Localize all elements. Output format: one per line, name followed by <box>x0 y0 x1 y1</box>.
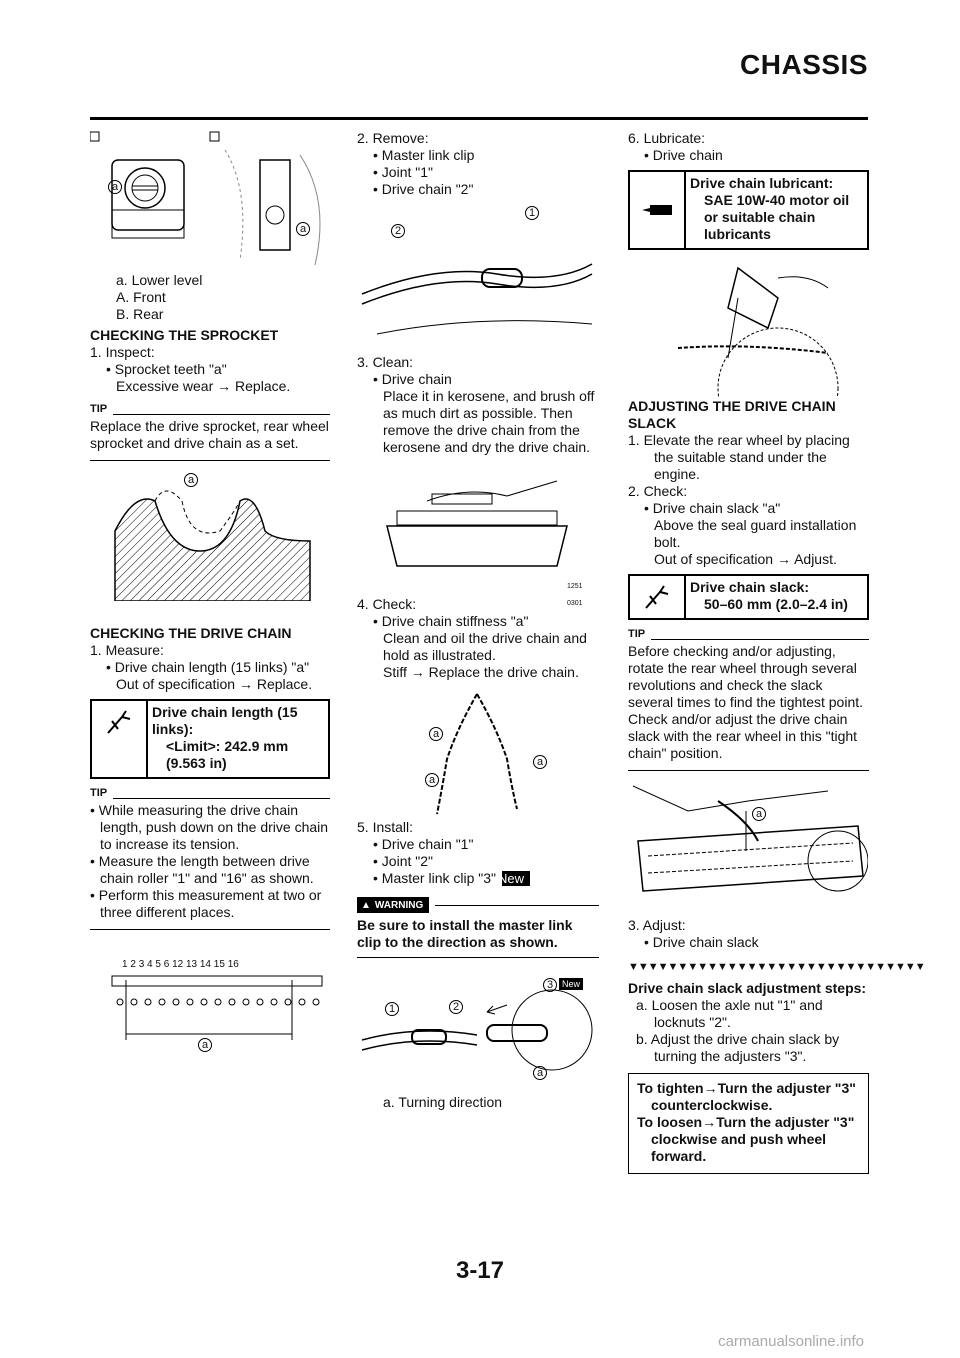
chain-slack-illustration <box>628 781 868 917</box>
callout-a: a <box>184 473 198 487</box>
spec-title: Drive chain length (15 links): <box>152 704 298 737</box>
callout-a: a <box>533 755 547 769</box>
step-text: 5. Install: <box>357 819 414 835</box>
brake-reservoir-illustration <box>90 130 330 270</box>
warning-text: Be sure to install the master link clip to the direction as shown. <box>357 917 573 950</box>
callout-3: 3 <box>543 978 557 992</box>
spec-title: Drive chain lubricant: <box>690 175 834 191</box>
wrench-caliper-icon <box>630 576 686 618</box>
tip-box <box>628 626 869 771</box>
column-3 <box>628 130 925 1174</box>
figure-master-link <box>357 970 599 1090</box>
bullet-item: • Joint "2" <box>373 853 433 869</box>
loosen-instruction: To loosen→Turn the adjuster "3" clockwise and push wheel forward. <box>637 1114 855 1164</box>
tip-text: Replace the drive sprocket, rear wheel sprocket and drive chain as a set. <box>90 418 329 451</box>
section-heading: CHECKING THE SPROCKET <box>90 327 279 343</box>
step-text: 1. Elevate the rear wheel by placing the suitable stand under the engine. <box>628 432 850 482</box>
legend-item: a. Lower level <box>116 272 203 288</box>
callout-a: a <box>425 773 439 787</box>
tip-bullet: • While measuring the drive chain length, push down on the drive chain to increase its tension. <box>90 802 329 852</box>
section-heading: ADJUSTING THE DRIVE CHAIN SLACK <box>628 398 836 431</box>
new-badge-small: New <box>559 978 583 990</box>
tip-label: TIP <box>628 628 646 640</box>
callout-a-rear: a <box>296 222 310 236</box>
tip-label: TIP <box>90 403 108 415</box>
spec-box-chain-length <box>90 699 330 779</box>
callout-1: 1 <box>525 206 539 220</box>
chain-stiffness-illustration <box>417 689 537 819</box>
warning-icon: ▲ <box>361 899 371 911</box>
spec-value: SAE 10W-40 motor oil or suitable chain lubricants <box>704 192 850 242</box>
column-2 <box>357 130 599 1111</box>
tip-bullet: • Perform this measurement at two or three different places. <box>90 887 322 920</box>
roller-numbers: 1 2 3 4 5 6 12 13 14 15 16 <box>122 959 239 970</box>
sprocket-teeth-illustration <box>90 471 330 601</box>
tip-label: TIP <box>90 787 108 799</box>
spec-value: <Limit>: 242.9 mm (9.563 in) <box>166 738 289 771</box>
bullet-item: • Joint "1" <box>373 164 433 180</box>
legend-item: A. Front <box>116 289 166 305</box>
bullet-item: • Sprocket teeth "a" <box>106 361 227 377</box>
legend-item: B. Rear <box>116 306 164 322</box>
callout-a: a <box>752 807 766 821</box>
figure-chain-stiffness <box>357 689 599 819</box>
body-text: Above the seal guard installation bolt. <box>654 517 857 550</box>
figure-chain-lubrication <box>628 258 869 398</box>
header-rule <box>90 117 868 120</box>
new-badge: New <box>502 871 530 886</box>
tighten-instruction: To tighten→Turn the adjuster "3" counterclockwise. <box>637 1080 856 1113</box>
bullet-item: • Drive chain stiffness "a" <box>373 613 529 629</box>
bullet-item: • Drive chain "2" <box>373 181 474 197</box>
step-text: 6. Lubricate: <box>628 130 706 146</box>
spec-box-chain-slack <box>628 574 869 620</box>
warning-badge: ▲ WARNING <box>357 897 429 913</box>
page-title: CHASSIS <box>740 49 868 80</box>
bullet-item: • Master link clip "3" New <box>357 870 599 887</box>
callout-1: 1 <box>385 1002 399 1016</box>
step-text: 4. Check: <box>357 596 417 612</box>
watermark: carmanualsonline.info <box>718 1333 864 1350</box>
step-text: 3. Clean: <box>357 354 414 370</box>
page-number: 3-17 <box>455 1257 505 1284</box>
result-text: Out of specification → Adjust. <box>654 551 837 567</box>
figure-brake-fluid-level <box>90 130 330 270</box>
step-text: 1. Inspect: <box>90 344 155 360</box>
callout-a: a <box>429 727 443 741</box>
procedure-step: a. Loosen the axle nut "1" and locknuts "2". <box>636 997 823 1030</box>
oil-can-icon <box>630 172 686 248</box>
result-text: Stiff → Replace the drive chain. <box>383 664 579 680</box>
bullet-item: • Master link clip <box>373 147 475 163</box>
body-text: Clean and oil the drive chain and hold as illustrated. <box>383 630 587 663</box>
step-text: 2. Check: <box>628 483 688 499</box>
callout-a: a <box>198 1038 212 1052</box>
bullet-item: • Drive chain <box>644 147 723 163</box>
callout-a: a <box>533 1066 547 1080</box>
bullet-item: • Drive chain "1" <box>373 836 474 852</box>
result-text: Out of specification → Replace. <box>116 676 313 692</box>
callout-2: 2 <box>391 224 405 238</box>
spec-box-lubricant <box>628 170 869 250</box>
bullet-item: • Drive chain slack "a" <box>644 500 781 516</box>
chain-lubrication-illustration <box>628 258 868 398</box>
adjuster-direction-box <box>628 1073 869 1174</box>
legend-item: a. Turning direction <box>383 1094 503 1110</box>
bullet-item: • Drive chain length (15 links) "a" <box>106 659 310 675</box>
bullet-item: • Drive chain <box>373 371 452 387</box>
procedure-heading: Drive chain slack adjustment steps: <box>628 980 867 996</box>
figure-chain-length <box>90 956 330 1056</box>
tip-text: Before checking and/or adjusting, rotate the rear wheel through several revolutions and check the slack several times to find the tightest point. Check and/or adjust the drive chain slack with the rear wheel in this "tight chain" position. <box>628 643 864 761</box>
step-text: 1. Measure: <box>90 642 164 658</box>
step-text: 2. Remove: <box>357 130 429 146</box>
procedure-step: b. Adjust the drive chain slack by turning the adjusters "3". <box>636 1031 840 1064</box>
tip-box <box>90 785 330 930</box>
spec-title: Drive chain slack: <box>690 579 810 595</box>
figure-code: 1251 0301 <box>567 583 583 607</box>
procedure-start-marker: ▼▼▼▼▼▼▼▼▼▼▼▼▼▼▼▼▼▼▼▼▼▼▼▼▼▼▼▼▼▼ <box>628 961 925 973</box>
tip-bullet: • Measure the length between drive chain roller "1" and "16" as shown. <box>90 853 314 886</box>
body-text: Place it in kerosene, and brush off as much dirt as possible. Then remove the drive chain from the kerosene and dry the drive chain. <box>383 388 595 455</box>
figure-chain-slack <box>628 781 869 917</box>
tip-box <box>90 401 330 461</box>
figure-sprocket-wear <box>90 471 330 611</box>
section-heading: CHECKING THE DRIVE CHAIN <box>90 625 292 641</box>
callout-2: 2 <box>449 1000 463 1014</box>
chain-cleaning-illustration <box>357 466 597 586</box>
wrench-caliper-icon <box>92 701 148 777</box>
bullet-item: • Drive chain slack <box>644 934 759 950</box>
spec-value: 50–60 mm (2.0–2.4 in) <box>704 596 848 612</box>
step-text: 3. Adjust: <box>628 917 686 933</box>
column-1 <box>90 130 330 1056</box>
figure-chain-removal <box>357 204 599 354</box>
chain-length-illustration <box>110 970 330 1050</box>
warning-header <box>357 897 599 913</box>
callout-a-front: a <box>108 180 122 194</box>
result-text: Excessive wear → Replace. <box>116 378 291 394</box>
